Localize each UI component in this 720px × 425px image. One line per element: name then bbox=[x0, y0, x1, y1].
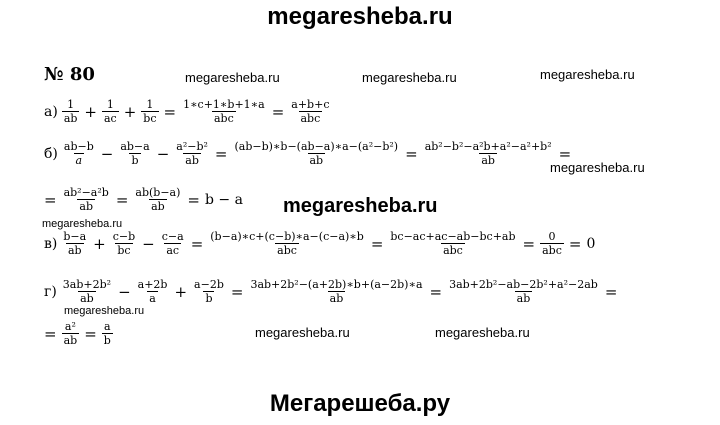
operator: = bbox=[190, 234, 204, 253]
watermark: megaresheba.ru bbox=[185, 70, 280, 85]
fraction: $\frac{c-b}{bc}$ bbox=[112, 230, 136, 257]
fraction: $\frac{(b-a)∗c+(c-b)∗a-(c-a)∗b}{\text{abc}}$ bbox=[210, 230, 364, 257]
operator: − bbox=[118, 282, 131, 301]
operator: = bbox=[84, 324, 97, 343]
item-label: г) bbox=[44, 283, 57, 300]
watermark: megaresheba.ru bbox=[255, 325, 350, 340]
equation-g-cont bbox=[44, 320, 115, 347]
fraction: $\frac{a-2b}{b}$ bbox=[194, 278, 224, 305]
middle-watermark: megaresheba.ru bbox=[283, 195, 438, 217]
operator: = bbox=[187, 190, 200, 209]
operator: = bbox=[163, 102, 177, 121]
header-site-title: megaresheba.ru bbox=[267, 3, 453, 30]
fraction: $\frac{1∗c+1∗b+1∗a}{\text{abc}}$ bbox=[183, 98, 265, 125]
watermark: megaresheba.ru bbox=[540, 67, 635, 82]
operator: = bbox=[214, 144, 228, 163]
fraction: $\frac{\text{a²}}{ab}$ bbox=[63, 320, 78, 347]
fraction: $\frac{1}{bc}$ bbox=[143, 98, 157, 125]
operator: = bbox=[271, 102, 285, 121]
equation-v bbox=[44, 230, 595, 257]
fraction: $\frac{a+2b}{a}$ bbox=[137, 278, 168, 305]
operator: + bbox=[93, 234, 106, 253]
fraction: $\frac{\text{ab²−b²−a²b+a²−a²+b²}}{ab}$ bbox=[424, 140, 552, 167]
fraction: $\frac{1}{ab}$ bbox=[63, 98, 78, 125]
watermark: megaresheba.ru bbox=[64, 305, 145, 317]
operator: − bbox=[156, 144, 170, 163]
operator: − bbox=[100, 144, 114, 163]
fraction: $\frac{ab-a}{b}$ bbox=[120, 140, 150, 167]
result: b − a bbox=[204, 191, 243, 208]
operator: = bbox=[568, 234, 582, 253]
operator: = bbox=[44, 190, 57, 209]
operator: + bbox=[174, 282, 188, 301]
operator: + bbox=[84, 102, 97, 121]
operator: = bbox=[230, 282, 244, 301]
problem-number: № 80 bbox=[44, 64, 95, 85]
operator: = bbox=[44, 324, 57, 343]
fraction: $\frac{\text{3ab+2b²−ab−2b²+a²−2ab}}{ab}$ bbox=[449, 278, 598, 305]
operator: = bbox=[115, 190, 129, 209]
operator: − bbox=[142, 234, 155, 253]
operator: = bbox=[405, 144, 418, 163]
fraction: $\frac{1}{ac}$ bbox=[104, 98, 117, 125]
fraction: $\frac{ab-b}{a}$ bbox=[63, 140, 94, 167]
item-label: в) bbox=[44, 235, 58, 252]
fraction: $\frac{c-a}{ac}$ bbox=[161, 230, 184, 257]
operator: = bbox=[558, 144, 572, 163]
operator: = bbox=[429, 282, 443, 301]
fraction: $\frac{0}{\text{abc}}$ bbox=[542, 230, 562, 257]
watermark: megaresheba.ru bbox=[42, 218, 123, 230]
operator: + bbox=[123, 102, 137, 121]
fraction: $\frac{\text{(ab−b)∗b−(ab−a)∗a−(a²−b²)}}{ab}$ bbox=[234, 140, 399, 167]
operator: = bbox=[604, 282, 618, 301]
fraction: $\frac{a+b+c}{\text{abc}}$ bbox=[291, 98, 330, 125]
fraction: $\frac{\text{3ab+2b²−(a+2b)∗b+(a−2b)∗a}}{ab}$ bbox=[250, 278, 423, 305]
equation-b-cont bbox=[44, 186, 243, 213]
fraction: $\frac{ab(b-a)}{ab}$ bbox=[135, 186, 181, 213]
fraction: $\frac{\text{3ab+2b²}}{ab}$ bbox=[62, 278, 112, 305]
fraction: $\frac{a}{b}$ bbox=[103, 320, 111, 347]
watermark: megaresheba.ru bbox=[362, 70, 457, 85]
item-label: а) bbox=[44, 103, 58, 120]
fraction: $\frac{b-a}{ab}$ bbox=[63, 230, 87, 257]
footer-site-title: Мегарешеба.ру bbox=[269, 390, 451, 417]
item-label: б) bbox=[44, 145, 58, 162]
fraction: $\frac{bc-ac+ac-ab-bc+ab}{\text{abc}}$ bbox=[390, 230, 516, 257]
watermark: megaresheba.ru bbox=[550, 160, 645, 175]
equation-b bbox=[44, 140, 574, 167]
operator: = bbox=[522, 234, 536, 253]
fraction: $\frac{\text{ab²−a²b}}{ab}$ bbox=[63, 186, 109, 213]
result: 0 bbox=[586, 235, 596, 252]
fraction: $\frac{\text{a²−b²}}{ab}$ bbox=[176, 140, 208, 167]
watermark: megaresheba.ru bbox=[435, 325, 530, 340]
equation-g bbox=[44, 278, 620, 305]
operator: = bbox=[370, 234, 384, 253]
equation-a bbox=[44, 98, 333, 125]
